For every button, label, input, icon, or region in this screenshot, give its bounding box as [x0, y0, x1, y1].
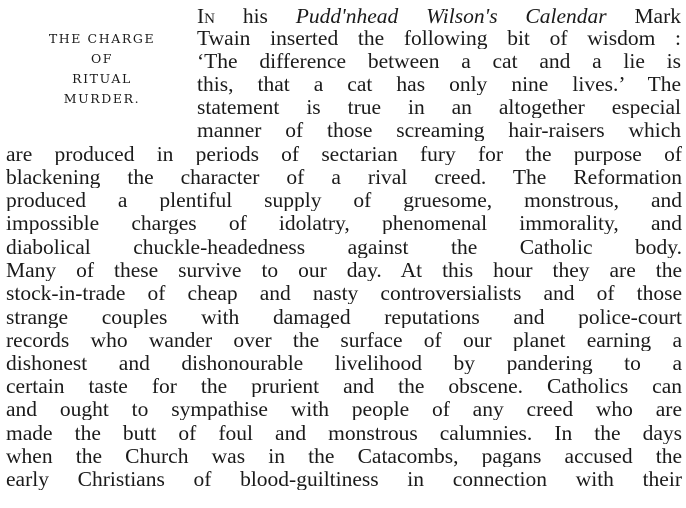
text-line: are produced in periods of sectarian fury for the purpose of [6, 143, 682, 165]
text-line: certain taste for the prurient and the obscene. Catholics can [6, 375, 682, 397]
text-line: statement is true in an altogether especial [197, 96, 681, 118]
text-line: records who wander over the surface of our planet earning a [6, 329, 682, 351]
text-line: and ought to sympathise with people of any creed who are [6, 398, 682, 420]
text-line: Many of these survive to our day. At this hour they are the [6, 259, 682, 281]
marginal-heading-line: RITUAL [72, 70, 132, 86]
text-line: impossible charges of idolatry, phenomenal immorality, and [6, 212, 682, 234]
marginal-heading-line: MURDER. [63, 90, 141, 106]
text-fragment: Mark [606, 5, 681, 27]
text-line: early Christians of blood-guiltiness in connection with their [6, 468, 682, 490]
text-line: this, that a cat has only nine lives.’ The [197, 73, 681, 95]
marginal-heading [18, 29, 186, 109]
text-line: strange couples with damaged reputations and police-court [6, 306, 682, 328]
text-line: ‘The difference between a cat and a lie is [197, 50, 681, 72]
text-line: stock-in-trade of cheap and nasty controversialists and of those [6, 282, 682, 304]
text-line: Twain inserted the following bit of wisdom : [197, 27, 681, 49]
text-line: dishonest and dishonourable livelihood by pandering to a [6, 352, 682, 374]
text-line: made the butt of foul and monstrous calumnies. In the days [6, 422, 682, 444]
text-line: diabolical chuckle-headedness against the Catholic body. [6, 236, 682, 258]
marginal-heading-line: THE CHARGE [48, 31, 156, 46]
text-line [197, 5, 681, 27]
text-line: manner of those screaming hair-raisers which [197, 119, 681, 141]
opening-word: In [197, 5, 215, 27]
text-line: blackening the character of a rival creed. The Reformation [6, 166, 682, 188]
text-fragment: his [215, 5, 296, 27]
text-line: when the Church was in the Catacombs, pagans accused the [6, 445, 682, 467]
marginal-heading-line: OF [90, 50, 114, 66]
text-line: produced a plentiful supply of gruesome, monstrous, and [6, 189, 682, 211]
book-title: Pudd'nhead Wilson's Calendar [295, 5, 607, 27]
